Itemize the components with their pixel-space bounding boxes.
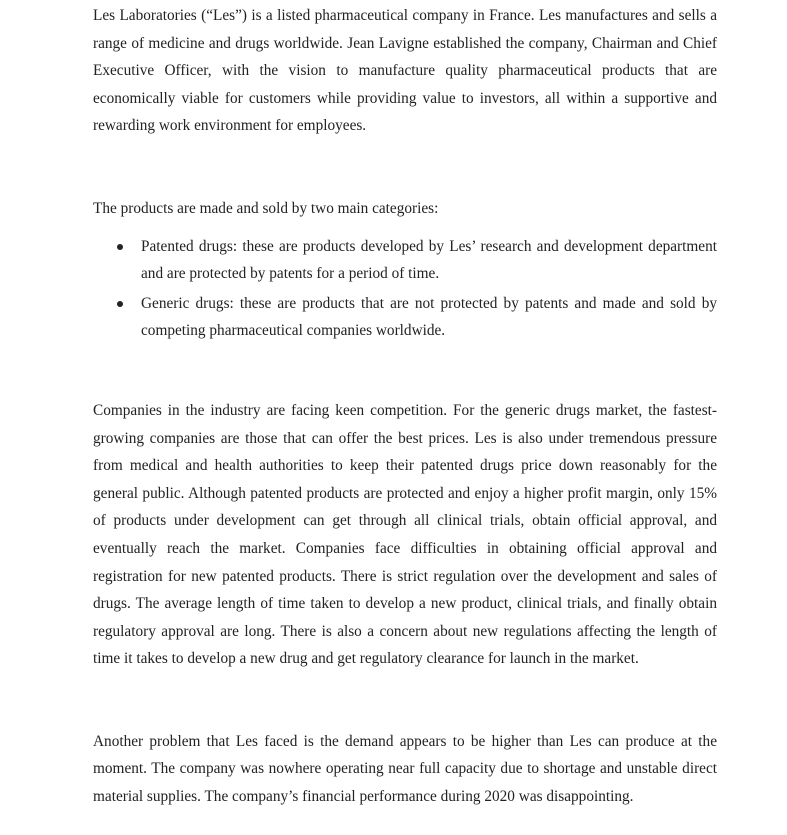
competition-paragraph: Companies in the industry are facing keen competition. For the generic drugs market, the fastest-growing companies are those that can offer the best prices. Les is also under tremendous pressure from medical and health authorities to keep their patented drugs price down reasonably for the general public. Although patented products are protected and enjoy a higher profit margin, only 15% of products under development can get through all clinical trials, obtain official approval, and eventually reach the market. Companies face difficulties in obtaining official approval and registration for new patented products. There is strict regulation over the development and sales of drugs. The average length of time taken to develop a new product, clinical trials, and finally obtain regulatory approval are long. There is also a concern about new regulations affecting the length of time it takes to develop a new drug and get regulatory clearance for launch in the market. [93, 401, 717, 668]
categories-list [93, 233, 717, 345]
bullet-icon [117, 301, 123, 307]
bullet-icon [117, 244, 123, 250]
document-page [93, 2, 717, 811]
list-item-text: Patented drugs: these are products developed by Les’ research and development department and are protected by patents for a period of time. [141, 237, 717, 283]
intro-paragraph: Les Laboratories (“Les”) is a listed pharmaceutical company in France. Les manufactures and sells a range of medicine and drugs worldwide. Jean Lavigne established the company, Chairman and Chief Executive Officer, with the vision to manufacture quality pharmaceutical products that are economically viable for customers while providing value to investors, all within a supportive and rewarding work environment for employees. [93, 7, 717, 135]
list-item [93, 290, 717, 345]
categories-lead-paragraph: The products are made and sold by two main categories: [93, 199, 439, 217]
demand-paragraph: Another problem that Les faced is the demand appears to be higher than Les can produce at the moment. The company was nowhere operating near full capacity due to shortage and unstable direct material supplies. The company’s financial performance during 2020 was disappointing. [93, 732, 717, 806]
list-item [93, 233, 717, 288]
list-item-text: Generic drugs: these are products that are not protected by patents and made and sold by competing pharmaceutical companies worldwide. [141, 294, 717, 340]
